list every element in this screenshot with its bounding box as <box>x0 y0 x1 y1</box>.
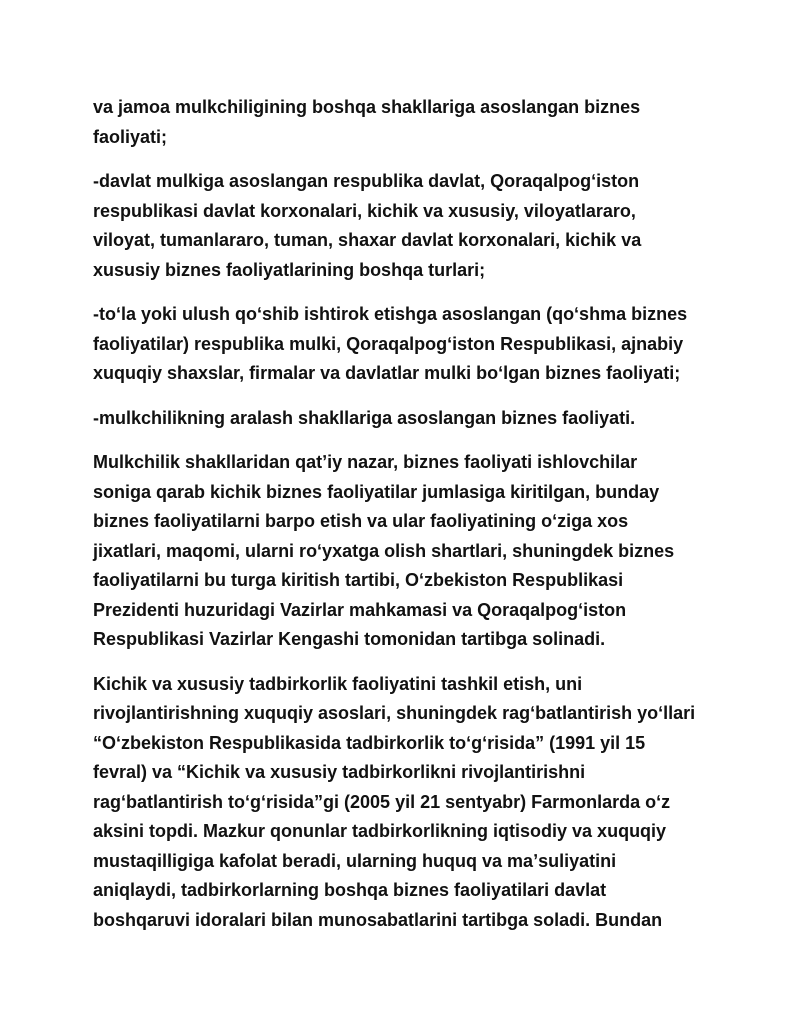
paragraph <box>93 448 713 655</box>
text-line: Kichik va xususiy tadbirkorlik faoliyatini tashkil etish, uni <box>93 673 583 694</box>
text-line: biznes faoliyatilarni barpo etish va ular faoliyatining oʻziga xos <box>93 511 629 531</box>
text-line: xususiy biznes faoliyatlarining boshqa turlari; <box>93 259 486 280</box>
text-line: Mulkchilik shakllaridan qatʼiy nazar, biznes faoliyati ishlovchilar <box>93 452 638 472</box>
text-line: -davlat mulkiga asoslangan respublika davlat, Qoraqalpogʻiston <box>93 171 640 191</box>
document-body <box>93 93 713 950</box>
text-line: Prezidenti huzuridagi Vazirlar mahkamasi va Qoraqalpogʻiston <box>93 599 627 620</box>
text-line: mustaqilligiga kafolat beradi, ularning huquq va maʼsuliyatini <box>93 850 617 871</box>
paragraph <box>93 167 713 285</box>
text-line: respublikasi davlat korxonalari, kichik va xususiy, viloyatlararo, <box>93 200 636 221</box>
text-line: faoliyati; <box>93 126 168 147</box>
paragraph <box>93 93 713 152</box>
text-line: faoliyatilar) respublika mulki, Qoraqalpogʻiston Respublikasi, ajnabiy <box>93 333 684 354</box>
text-line: -mulkchilikning aralash shakllariga asoslangan biznes faoliyati. <box>93 407 636 428</box>
text-line: fevral) va “Kichik va xususiy tadbirkorlikni rivojlantirishni <box>93 762 586 782</box>
paragraph <box>93 670 713 936</box>
text-line: jixatlari, maqomi, ularni roʻyxatga olish shartlari, shuningdek biznes <box>93 540 675 561</box>
text-line: viloyat, tumanlararo, tuman, shaxar davlat korxonalari, kichik va <box>93 230 642 250</box>
text-line: Respublikasi Vazirlar Kengashi tomonidan tartibga solinadi. <box>93 629 606 649</box>
text-line: ragʻbatlantirish toʻgʻrisida”gi (2005 yil 21 sentyabr) Farmonlarda oʻz <box>93 791 671 812</box>
paragraph <box>93 404 713 434</box>
paragraph <box>93 300 713 389</box>
text-line: boshqaruvi idoralari bilan munosabatlarini tartibga soladi. Bundan <box>93 909 663 930</box>
text-line: -toʻla yoki ulush qoʻshib ishtirok etishga asoslangan (qoʻshma biznes <box>93 304 688 324</box>
text-line: aksini topdi. Mazkur qonunlar tadbirkorlikning iqtisodiy va xuquqiy <box>93 821 667 841</box>
text-line: soniga qarab kichik biznes faoliyatilar jumlasiga kiritilgan, bunday <box>93 481 660 502</box>
text-line: aniqlaydi, tadbirkorlarning boshqa biznes faoliyatilari davlat <box>93 880 607 900</box>
text-line: va jamoa mulkchiligining boshqa shakllariga asoslangan biznes <box>93 97 641 117</box>
text-line: faoliyatilarni bu turga kiritish tartibi, Oʻzbekiston Respublikasi <box>93 570 624 590</box>
text-line: rivojlantirishning xuquqiy asoslari, shuningdek ragʻbatlantirish yoʻllari <box>93 703 696 723</box>
text-line: xuquqiy shaxslar, firmalar va davlatlar mulki boʻlgan biznes faoliyati; <box>93 363 681 383</box>
text-line: “Oʻzbekiston Respublikasida tadbirkorlik toʻgʻrisida” (1991 yil 15 <box>93 732 646 753</box>
